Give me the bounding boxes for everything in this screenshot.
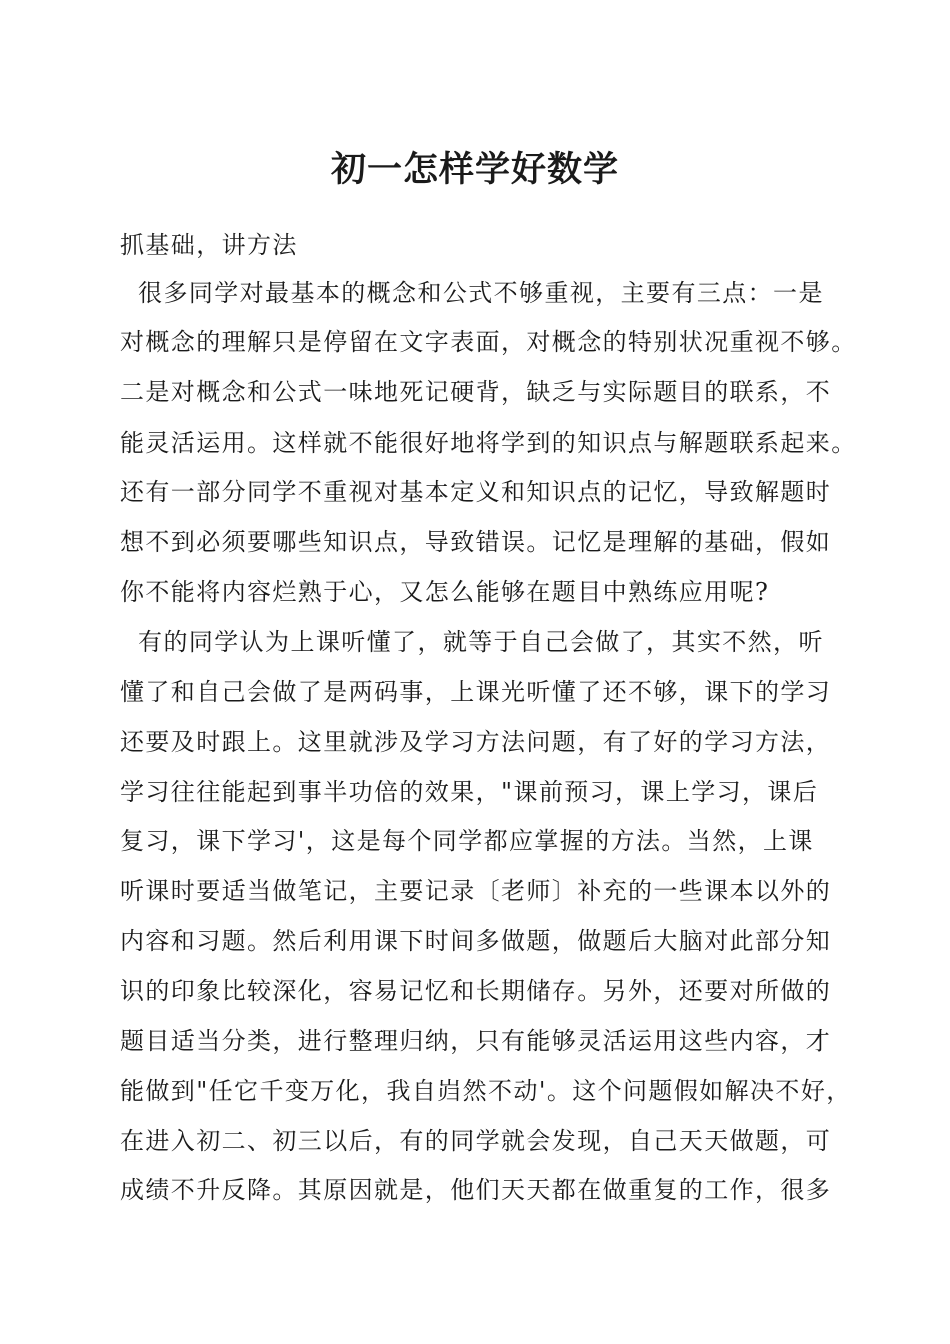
paragraph-line: 题目适当分类，进行整理归纳，只有能够灵活运用这些内容，才	[120, 1027, 832, 1055]
document-title: 初一怎样学好数学	[330, 149, 619, 190]
paragraph-line: 有的同学认为上课听懂了，就等于自己会做了，其实不然，听	[120, 628, 824, 656]
paragraph-line: 能做到"任它千变万化，我自岿然不动'。这个问题假如解决不好，	[120, 1077, 852, 1105]
paragraph-line: 很多同学对最基本的概念和公式不够重视，主要有三点：一是	[120, 279, 824, 307]
paragraph-line: 学习往往能起到事半功倍的效果，"课前预习，课上学习，课后	[120, 778, 819, 806]
paragraph-line: 成绩不升反降。其原因就是，他们天天都在做重复的工作，很多	[120, 1176, 832, 1204]
paragraph-line: 懂了和自己会做了是两码事，上课光听懂了还不够，课下的学习	[120, 678, 832, 706]
paragraph-line: 二是对概念和公式一味地死记硬背，缺乏与实际题目的联系，不	[120, 378, 832, 406]
paragraph-line: 内容和习题。然后利用课下时间多做题，做题后大脑对此部分知	[120, 927, 832, 955]
paragraph-line: 在进入初二、初三以后，有的同学就会发现，自己天天做题，可	[120, 1127, 832, 1155]
paragraph-line: 识的印象比较深化，容易记忆和长期储存。另外，还要对所做的	[120, 977, 832, 1005]
paragraph-line: 复习，课下学习'，这是每个同学都应掌握的方法。当然，上课	[120, 827, 814, 855]
paragraph-line: 能灵活运用。这样就不能很好地将学到的知识点与解题联系起来。	[120, 429, 857, 457]
paragraph-line: 还有一部分同学不重视对基本定义和知识点的记忆，导致解题时	[120, 478, 832, 506]
paragraph-line: 对概念的理解只是停留在文字表面，对概念的特别状况重视不够。	[120, 328, 857, 356]
section-heading: 抓基础，讲方法	[120, 231, 298, 259]
paragraph-line: 想不到必须要哪些知识点，导致错误。记忆是理解的基础，假如	[120, 528, 832, 556]
paragraph-line: 还要及时跟上。这里就涉及学习方法问题，有了好的学习方法，	[120, 728, 832, 756]
paragraph-line: 听课时要适当做笔记，主要记录〔老师〕补充的一些课本以外的	[120, 877, 832, 905]
paragraph-line: 你不能将内容烂熟于心，又怎么能够在题目中熟练应用呢?	[120, 578, 770, 606]
